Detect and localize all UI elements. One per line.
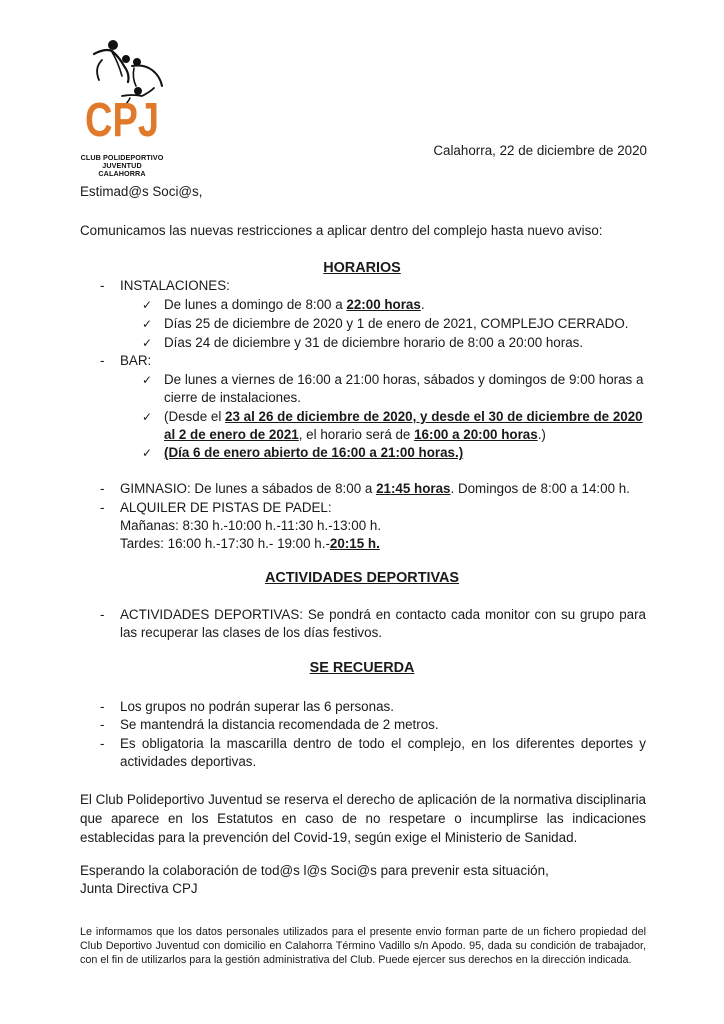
- bar-item-1-line-1: De lunes a viernes de 16:00 a 21:00 horas, sábados y domingos de 9:00 horas a: [164, 372, 644, 387]
- check-icon: ✓: [142, 317, 153, 331]
- disciplina-paragraph: El Club Polideportivo Juventud se reserva el derecho de aplicación de la normativa disciplinaria que aparece en los Estatutos en caso de no respetare o incumplirse las indicaciones establecidas para la prevención del Covid-19, según exige el Ministerio de Sanidad.: [80, 792, 646, 845]
- figure-head-icon: [123, 56, 130, 63]
- check-icon: ✓: [142, 298, 153, 312]
- figure-head-icon: [109, 41, 118, 50]
- bar-label: BAR:: [120, 353, 152, 368]
- bullet-dash: -: [100, 736, 105, 751]
- cpj-logo-graphic: [72, 36, 172, 154]
- check-icon: ✓: [142, 410, 153, 424]
- cpj-logo: [72, 36, 172, 176]
- intro-text: Comunicamos las nuevas restricciones a aplicar dentro del complejo hasta nuevo aviso:: [80, 223, 603, 238]
- bullet-dash: -: [100, 500, 105, 515]
- greeting: Estimad@s Soci@s,: [80, 184, 203, 199]
- figure-head-icon: [134, 59, 141, 66]
- bullet-dash: -: [100, 278, 105, 293]
- bullet-dash: -: [100, 607, 105, 622]
- recuerda-item-3: Es obligatoria la mascarilla dentro de todo el complejo, en los diferentes deportes y actividades deportivas.: [120, 736, 646, 769]
- bullet-dash: -: [100, 699, 105, 714]
- recuerda-item-2: Se mantendrá la distancia recomendada de 2 metros.: [120, 717, 439, 732]
- instalaciones-item-1: De lunes a domingo de 8:00 a 22:00 horas.: [164, 297, 425, 312]
- gimnasio-line: GIMNASIO: De lunes a sábados de 8:00 a 21:45 horas. Domingos de 8:00 a 14:00 h.: [120, 481, 630, 496]
- heading-actividades: ACTIVIDADES DEPORTIVAS: [264, 570, 460, 586]
- logo-letters: CPJ: [85, 94, 159, 147]
- privacy-footer: Le informamos que los datos personales utilizados para el presente envio forman parte de un fichero propiedad del Club Deportivo Juventud con domicilio en Calahorra Término Vadillo s/n Apodo. 95, dada su condición de trabajador, con el fin de utilizarlos para la gestión administrativa del Club. Puede ejercer sus derechos en la dirección indicada.: [80, 926, 646, 966]
- bar-item-3: (Día 6 de enero abierto de 16:00 a 21:00 horas.): [164, 445, 464, 460]
- bullet-dash: -: [100, 353, 105, 368]
- bar-item-2-line-2: al 2 de enero de 2021, el horario será de 16:00 a 20:00 horas.): [164, 427, 546, 442]
- heading-horarios: HORARIOS: [323, 260, 401, 276]
- padel-tardes: Tardes: 16:00 h.-17:30 h.- 19:00 h.-20:15 h.: [120, 536, 380, 551]
- logo-line-3: CALAHORRA: [98, 169, 146, 178]
- actividades-text: ACTIVIDADES DEPORTIVAS: Se pondrá en contacto cada monitor con su grupo para las recuperar las clases de los días festivos.: [120, 607, 646, 640]
- instalaciones-label: INSTALACIONES:: [120, 278, 230, 293]
- bar-item-1-line-2: cierre de instalaciones.: [164, 390, 301, 405]
- signature: Junta Directiva CPJ: [80, 881, 198, 896]
- check-icon: ✓: [142, 336, 153, 350]
- logo-line-1: CLUB POLIDEPORTIVO: [80, 153, 164, 162]
- recuerda-item-1: Los grupos no podrán superar las 6 personas.: [120, 699, 394, 714]
- date-line: Calahorra, 22 de diciembre de 2020: [433, 143, 647, 158]
- padel-mananas: Mañanas: 8:30 h.-10:00 h.-11:30 h.-13:00 h.: [120, 518, 382, 533]
- instalaciones-item-3: Días 24 de diciembre y 31 de diciembre horario de 8:00 a 20:00 horas.: [164, 335, 584, 350]
- heading-se-recuerda: SE RECUERDA: [309, 660, 415, 676]
- padel-label: ALQUILER DE PISTAS DE PADEL:: [120, 500, 332, 515]
- instalaciones-item-2: Días 25 de diciembre de 2020 y 1 de enero de 2021, COMPLEJO CERRADO.: [164, 316, 629, 331]
- check-icon: ✓: [142, 446, 153, 460]
- closing-line: Esperando la colaboración de tod@s l@s Soci@s para prevenir esta situación,: [80, 863, 549, 878]
- check-icon: ✓: [142, 373, 153, 387]
- bar-item-2-line-1: (Desde el 23 al 26 de diciembre de 2020, y desde el 30 de diciembre de 2020: [164, 409, 643, 424]
- logo-line-2: JUVENTUD: [102, 161, 142, 170]
- bullet-dash: -: [100, 481, 105, 496]
- bullet-dash: -: [100, 717, 105, 732]
